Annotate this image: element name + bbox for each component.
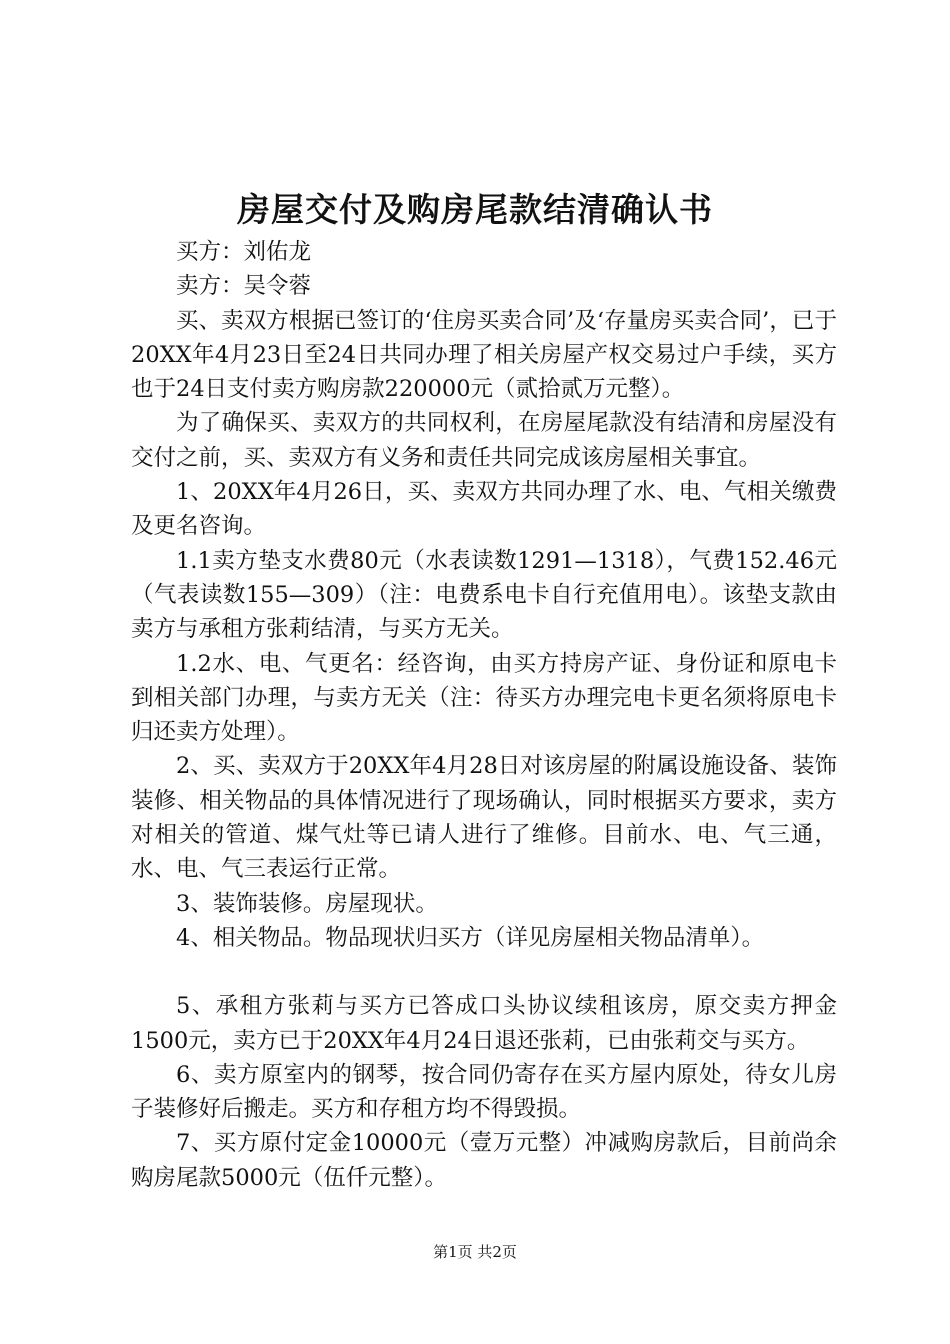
paragraph-item-1-1: 1.1卖方垫支水费80元（水表读数1291—1318），气费152.46元（气表读数155—309）（注：电费系电卡自行充值用电）。该垫支款由卖方与承租方张莉结清，与买方无关。 (131, 547, 837, 643)
seller-line: 卖方：吴令蓉 (176, 273, 312, 300)
paragraph-intro: 买、卖双方根据已签订的‘住房买卖合同’及‘存量房买卖合同’，已于20XX年4月23日至24日共同办理了相关房屋产权交易过户手续，买方也于24日支付卖方购房款220000元（贰拾贰万元整）。 (131, 307, 837, 403)
paragraph-item-3: 3、装饰装修。房屋现状。 (176, 890, 438, 917)
document-title: 房屋交付及购房尾款结清确认书 (237, 190, 713, 229)
paragraph-item-2: 2、买、卖双方于20XX年4月28日对该房屋的附属设施设备、装饰装修、相关物品的具体情况进行了现场确认，同时根据买方要求，卖方对相关的管道、煤气灶等已请人进行了维修。目前水、电、气三通，水、电、气三表运行正常。 (131, 753, 837, 883)
document-body (131, 235, 837, 1195)
paragraph-item-7: 7、买方原付定金10000元（壹万元整）冲减购房款后，目前尚余购房尾款5000元（伍仟元整）。 (131, 1130, 837, 1191)
paragraph-item-6: 6、卖方原室内的钢琴，按合同仍寄存在买方屋内原处，待女儿房子装修好后搬走。买方和存租方均不得毁损。 (131, 1061, 837, 1123)
paragraph-item-4: 4、相关物品。物品现状归买方（详见房屋相关物品清单）。 (176, 924, 765, 951)
paragraph-purpose: 为了确保买、卖双方的共同权利，在房屋尾款没有结清和房屋没有交付之前，买、卖双方有义务和责任共同完成该房屋相关事宜。 (131, 410, 837, 471)
buyer-line: 买方：刘佑龙 (176, 239, 312, 265)
paragraph-item-1: 1、20XX年4月26日，买、卖双方共同办理了水、电、气相关缴费及更名咨询。 (131, 479, 837, 540)
paragraph-item-5: 5、承租方张莉与买方已答成口头协议续租该房，原交卖方押金1500元，卖方已于20XX年4月24日退还张莉，已由张莉交与买方。 (131, 993, 837, 1054)
page-number-footer: 第1页 共2页 (433, 1243, 517, 1261)
paragraph-item-1-2: 1.2水、电、气更名：经咨询，由买方持房产证、身份证和原电卡到相关部门办理，与卖方无关（注：待买方办理完电卡更名须将原电卡归还卖方处理）。 (131, 650, 837, 746)
paragraph-spacer (131, 955, 837, 989)
